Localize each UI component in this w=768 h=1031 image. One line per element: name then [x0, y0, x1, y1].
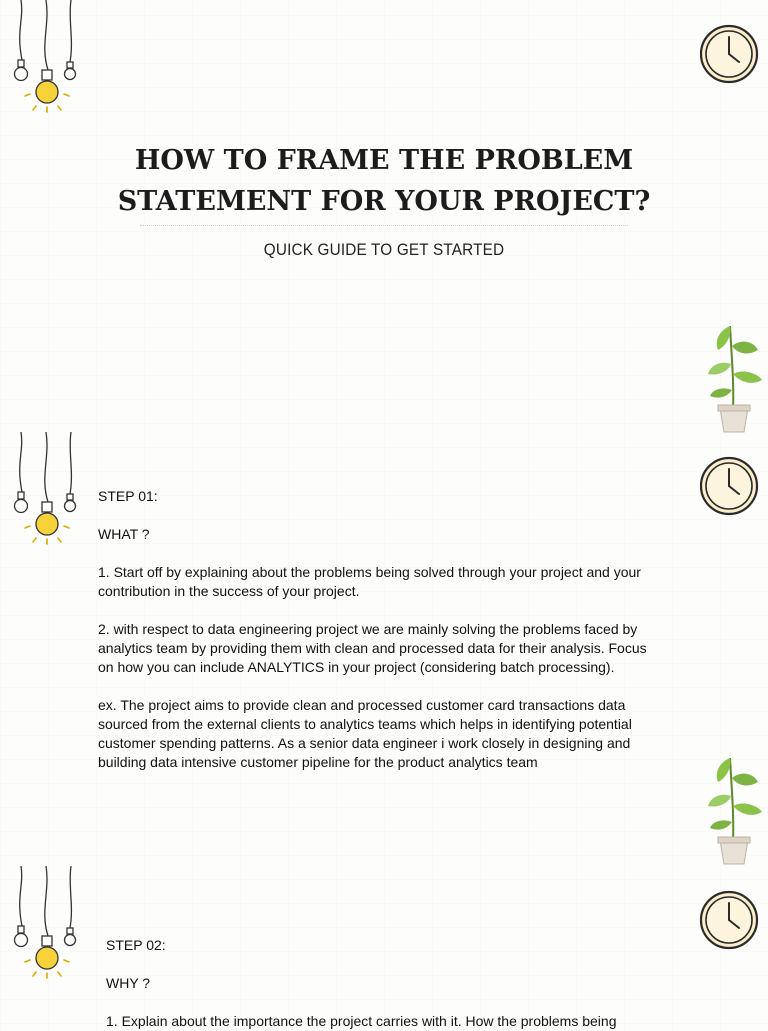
light-bulbs-icon: [6, 866, 84, 981]
light-bulbs-icon: [6, 432, 84, 547]
step-question: WHAT ?: [98, 526, 150, 542]
title-divider: [140, 225, 628, 226]
step-paragraph: 2. with respect to data engineering project we are mainly solving the problems faced by analytics team by providing them with clean and processed data for their analysis. Focus on how you can include ANALYTICS in your project (considering batch processing).: [98, 621, 647, 675]
step-paragraph: 1. Explain about the importance the project carries with it. How the problems being: [106, 1013, 617, 1029]
step-label: STEP 01:: [98, 488, 158, 504]
step-question: WHY ?: [106, 975, 151, 991]
title-line-1: HOW TO FRAME THE PROBLEM: [134, 145, 634, 176]
step-paragraph: 1. Start off by explaining about the problems being solved through your project and your contribution in the success of your project.: [98, 564, 641, 599]
step-01-section: [98, 487, 658, 772]
potted-plant-icon: [702, 316, 768, 434]
light-bulbs-icon: [6, 0, 84, 115]
step-02-section: [106, 936, 666, 1031]
title-line-2: STATEMENT FOR YOUR PROJECT?: [117, 186, 651, 217]
page-title: [0, 140, 768, 222]
clock-icon: [699, 24, 759, 84]
clock-icon: [699, 456, 759, 516]
clock-icon: [699, 890, 759, 950]
potted-plant-icon: [702, 748, 768, 866]
step-label: STEP 02:: [106, 937, 166, 953]
page-subtitle: QUICK GUIDE TO GET STARTED: [263, 240, 505, 259]
step-example: ex. The project aims to provide clean and processed customer card transactions data sourced from the external clients to analytics teams which helps in identifying potential customer spending patterns. As a senior data engineer i work closely in designing and building data intensive customer pipeline for the product analytics team: [98, 697, 632, 770]
